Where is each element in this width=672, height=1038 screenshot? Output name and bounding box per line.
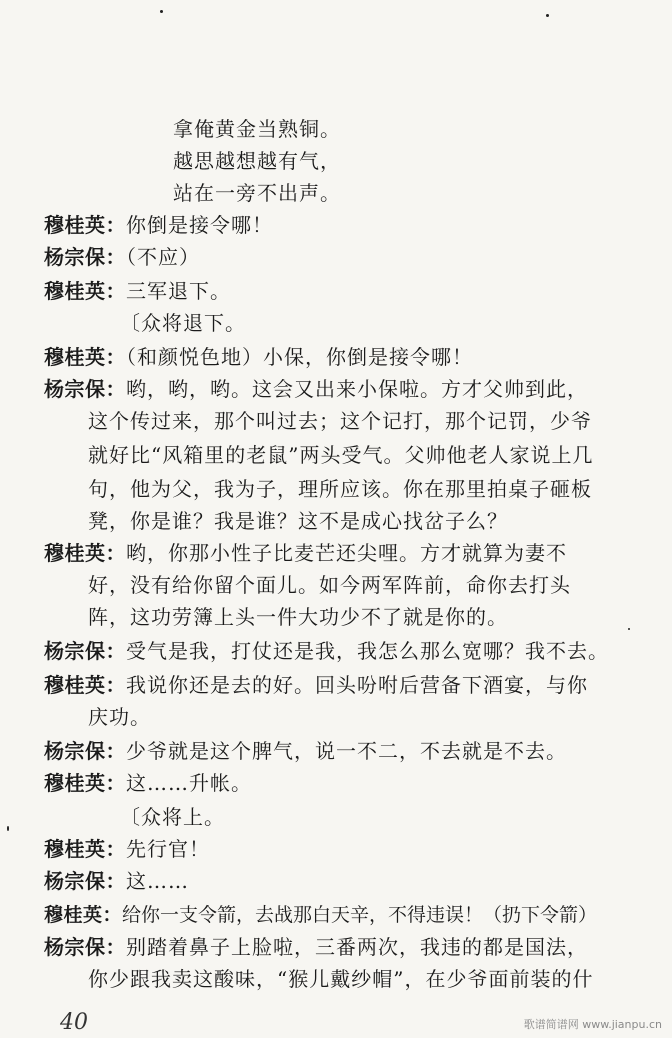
dialogue-line [44,212,273,238]
verse-line: 越思越想越有气， [173,149,341,173]
speech-text: （不应） [126,245,200,269]
dialogue-line [44,868,189,894]
speaker-label: 穆桂英： [44,904,123,926]
speaker-label: 杨宗保： [44,245,126,269]
dialogue-line [44,672,588,698]
dialogue-line [44,540,567,566]
speech-text: （和颜悦色地）小保，你倒是接令哪！ [126,345,473,369]
print-speck [160,10,163,13]
speech-text: 先行官！ [126,837,210,861]
speaker-label: 穆桂英： [44,673,126,697]
print-speck [7,826,9,831]
speech-text: 给你一支令箭，去战那白天辛，不得违误！（扔下令箭） [122,904,598,926]
speech-text: 少爷就是这个脾气，说一不二，不去就是不去。 [126,739,567,763]
speaker-label: 杨宗保： [44,377,126,401]
stage-direction: 〔众将上。 [120,805,225,829]
verse-line: 拿俺黄金当熟铜。 [173,117,341,141]
speech-text: 你倒是接令哪！ [126,213,273,237]
continuation-line: 凳，你是谁？我是谁？这不是成心找岔子么？ [88,509,508,533]
speech-text: 别踏着鼻子上脸啦，三番两次，我违的都是国法， [126,935,588,959]
dialogue-line [44,902,597,928]
speech-text: 这…… [126,869,189,893]
dialogue-line [44,638,609,664]
speech-text: 这……升帐。 [126,771,252,795]
page-number: 40 [60,1010,88,1035]
dialogue-line [44,770,252,796]
speaker-label: 杨宗保： [44,639,126,663]
continuation-line: 句，他为父，我为子，理所应该。你在那里拍桌子砸板 [88,477,592,501]
speech-text: 哟，哟，哟。这会又出来小保啦。方才父帅到此， [126,377,588,401]
speaker-label: 杨宗保： [44,739,126,763]
speaker-label: 穆桂英： [44,837,126,861]
stage-direction: 〔众将退下。 [120,311,246,335]
dialogue-line [44,344,473,370]
continuation-line: 好，没有给你留个面儿。如今两军阵前，命你去打头 [88,573,571,597]
speaker-label: 杨宗保： [44,935,126,959]
speech-text: 三军退下。 [126,279,231,303]
verse-line: 站在一旁不出声。 [173,181,341,205]
continuation-line: 这个传过来，那个叫过去；这个记打，那个记罚，少爷 [88,409,592,433]
site-watermark: 歌谱简谱网 www.jianpu.cn [523,1018,662,1031]
dialogue-line [44,376,588,402]
continuation-line: 你少跟我卖这酸味，“猴儿戴纱帽”，在少爷面前装的什 [88,967,594,991]
speech-text: 哟，你那小性子比麦芒还尖哩。方才就算为妻不 [126,541,567,565]
dialogue-line [44,836,210,862]
dialogue-line [44,244,200,270]
speaker-label: 穆桂英： [44,541,126,565]
continuation-line: 就好比“风箱里的老鼠”两头受气。父帅他老人家说上几 [88,443,594,467]
speech-text: 受气是我，打仗还是我，我怎么那么宽哪？我不去。 [126,639,609,663]
speaker-label: 穆桂英： [44,213,126,237]
speaker-label: 穆桂英： [44,279,126,303]
speech-text: 我说你还是去的好。回头吩咐后营备下酒宴，与你 [126,673,588,697]
dialogue-line [44,934,588,960]
dialogue-line [44,738,567,764]
print-speck [546,14,549,17]
speaker-label: 杨宗保： [44,869,126,893]
continuation-line: 阵，这功劳簿上头一件大功少不了就是你的。 [88,605,508,629]
continuation-line: 庆功。 [88,705,151,729]
speaker-label: 穆桂英： [44,771,126,795]
print-speck [628,628,630,630]
speaker-label: 穆桂英： [44,345,126,369]
dialogue-line [44,278,231,304]
